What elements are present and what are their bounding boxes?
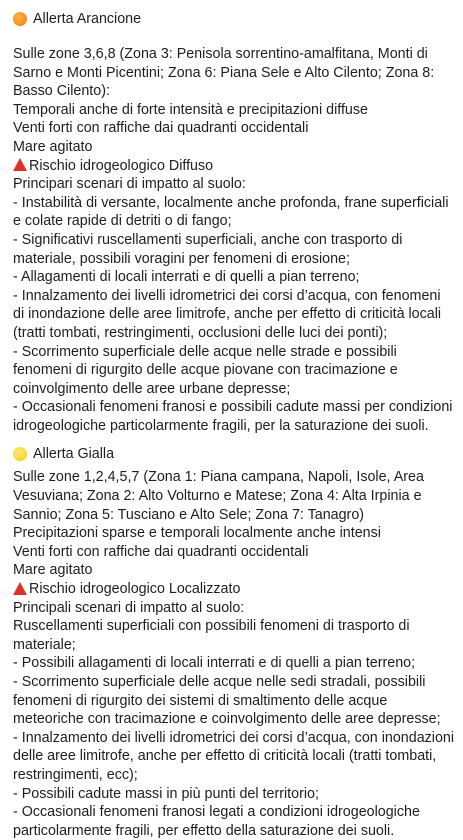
- yellow-zones: Sulle zone 1,2,4,5,7 (Zona 1: Piana campana, Napoli, Isole, Area Vesuviana; Zona 2: Alto Volturno e Matese; Zona 4: Alta Irpinia e Sannio; Zona 5: Tusciano e Alto Sele; Zona 7: Tanagro): [13, 469, 428, 523]
- yellow-scenario: - Possibili cadute massi in più punti del territorio;: [13, 785, 319, 802]
- yellow-phenomenon: Mare agitato: [13, 562, 93, 579]
- yellow-risk-label: Rischio idrogeologico Localizzato: [29, 581, 241, 598]
- yellow-risk: [13, 580, 455, 599]
- yellow-alert-header: [13, 444, 455, 464]
- yellow-phenomenon: Precipitazioni sparse e temporali localmente anche intensi: [13, 525, 381, 542]
- yellow-scenarios-title: Principali scenari di impatto al suolo:: [13, 599, 245, 616]
- orange-phenomenon: Temporali anche di forte intensità e precipitazioni diffuse: [13, 101, 368, 118]
- orange-risk: [13, 157, 455, 176]
- orange-scenario: - Allagamenti di locali interrati e di quelli a pian terreno;: [13, 269, 360, 286]
- orange-scenario: - Occasionali fenomeni franosi e possibili cadute massi per condizioni idrogeologiche particolarmente fragili, per la saturazione dei suoli.: [13, 399, 457, 434]
- yellow-scenario: Ruscellamenti superficiali con possibili fenomeni di trasporto di materiale;: [13, 618, 414, 653]
- yellow-scenario: - Occasionali fenomeni franosi legati a condizioni idrogeologiche particolarmente fragili, per effetto della saturazione dei suoli.: [13, 804, 424, 839]
- yellow-alert-title: Allerta Gialla: [33, 446, 115, 463]
- yellow-circle-icon: [13, 447, 27, 461]
- orange-alert-title: Allerta Arancione: [33, 10, 142, 27]
- red-triangle-icon: [13, 582, 27, 595]
- orange-phenomenon: Venti forti con raffiche dai quadranti occidentali: [13, 120, 309, 137]
- orange-scenario: - Scorrimento superficiale delle acque nelle strade e possibili fenomeni di rigurgito delle acque piovane con tracimazione e coinvolgimento delle aree urbane depresse;: [13, 343, 402, 397]
- yellow-scenario: - Scorrimento superficiale delle acque nelle sedi stradali, possibili fenomeni di rigurgito dei sistemi di smaltimento delle acque meteoriche con tracimazione e coinvolgimento delle aree depresse;: [13, 674, 441, 728]
- orange-phenomenon: Mare agitato: [13, 138, 93, 155]
- orange-scenario: - Significativi ruscellamenti superficiali, anche con trasporto di materiale, possibili voragini per fenomeni di erosione;: [13, 231, 407, 267]
- orange-scenario: - Innalzamento dei livelli idrometrici dei corsi d’acqua, con fenomeni di inondazione delle aree limitrofe, anche per effetto di criticità locali (tratti tombati, restringimenti, occlusioni delle luci dei ponti);: [13, 287, 446, 341]
- yellow-phenomenon: Venti forti con raffiche dai quadranti occidentali: [13, 543, 309, 560]
- orange-zones: Sulle zone 3,6,8 (Zona 3: Penisola sorrentino-amalfitana, Monti di Sarno e Monti Picentini; Zona 6: Piana Sele e Alto Cilento; Zona 8: Basso Cilento):: [13, 46, 439, 100]
- yellow-scenario: - Innalzamento dei livelli idrometrici dei corsi d’acqua, con inondazioni delle aree limitrofe, anche per effetto di criticità locali (tratti tombati, restringimenti, ecc);: [13, 729, 459, 783]
- orange-scenarios-title: Principari scenari di impatto al suolo:: [13, 176, 246, 193]
- red-triangle-icon: [13, 158, 27, 171]
- orange-scenario: - Instabilità di versante, localmente anche profonda, frane superficiali e colate rapide di detriti o di fango;: [13, 194, 453, 230]
- yellow-scenario: - Possibili allagamenti di locali interrati e di quelli a pian terreno;: [13, 655, 416, 672]
- orange-risk-label: Rischio idrogeologico Diffuso: [29, 157, 214, 174]
- orange-alert-header: [13, 9, 455, 29]
- orange-circle-icon: [13, 12, 27, 26]
